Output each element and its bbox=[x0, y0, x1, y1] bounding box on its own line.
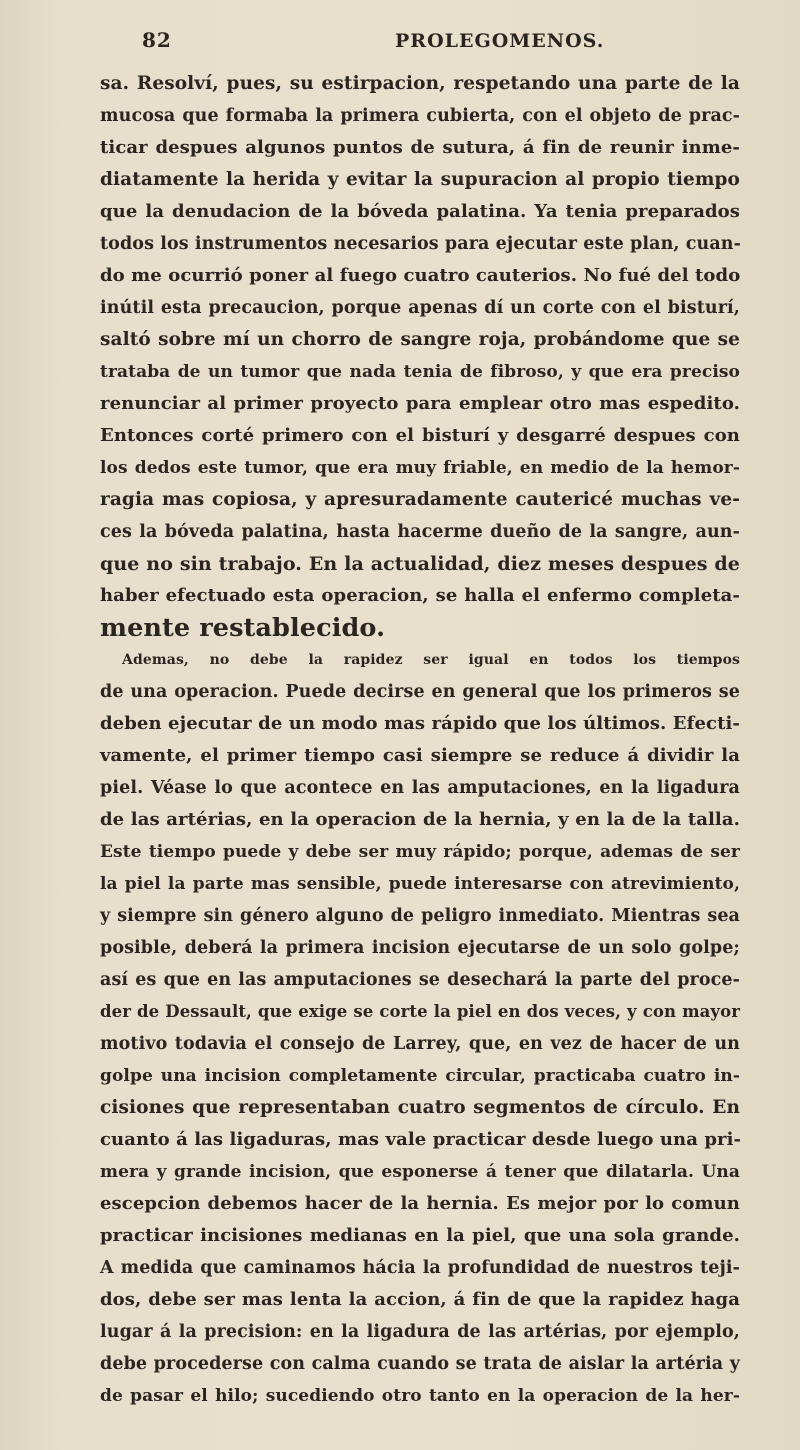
text-line: ragia mas copiosa, y apresuradamente cautericé muchas ve- bbox=[100, 489, 740, 510]
text-line: renunciar al primer proyecto para emplear otro mas espedito. bbox=[100, 393, 740, 414]
text-line: inútil esta precaucion, porque apenas dí un corte con el bisturí, bbox=[100, 298, 740, 318]
text-line: que la denudacion de la bóveda palatina. Ya tenia preparados bbox=[100, 201, 740, 222]
text-line: golpe una incision completamente circular, practicaba cuatro in- bbox=[100, 1066, 740, 1086]
text-line: posible, deberá la primera incision ejecutarse de un solo golpe; bbox=[100, 938, 740, 958]
text-line: mucosa que formaba la primera cubierta, con el objeto de prac- bbox=[100, 106, 740, 126]
text-line: que no sin trabajo. En la actualidad, diez meses despues de bbox=[100, 553, 740, 575]
text-line: sa. Resolví, pues, su estirpacion, respetando una parte de la bbox=[100, 73, 740, 94]
text-line: Entonces corté primero con el bisturí y desgarré despues con bbox=[100, 425, 740, 446]
text-line: cuanto á las ligaduras, mas vale practicar desde luego una pri- bbox=[100, 1129, 742, 1150]
running-head bbox=[0, 14, 800, 54]
text-line: der de Dessault, que exige se corte la piel en dos veces, y con mayor bbox=[100, 1002, 740, 1021]
text-line: motivo todavia el consejo de Larrey, que, en vez de hacer de un bbox=[100, 1034, 740, 1054]
running-title: PROLEGOMENOS. bbox=[395, 30, 605, 52]
text-line: Este tiempo puede y debe ser muy rápido; porque, ademas de ser bbox=[100, 842, 740, 862]
text-line: deben ejecutar de un modo mas rápido que los últimos. Efecti- bbox=[100, 713, 740, 734]
text-line: de pasar el hilo; sucediendo otro tanto en la operacion de la her- bbox=[100, 1386, 740, 1406]
text-line: A medida que caminamos hácia la profundidad de nuestros teji- bbox=[100, 1258, 740, 1278]
text-line: y siempre sin género alguno de peligro inmediato. Mientras sea bbox=[100, 906, 740, 926]
text-line: haber efectuado esta operacion, se halla el enfermo completa- bbox=[100, 585, 740, 606]
text-line: de las artérias, en la operacion de la hernia, y en la de la talla. bbox=[100, 809, 740, 830]
text-line: trataba de un tumor que nada tenia de fibroso, y que era preciso bbox=[100, 362, 740, 382]
page-number: 82 bbox=[142, 28, 172, 52]
text-line: saltó sobre mí un chorro de sangre roja, probándome que se bbox=[100, 329, 740, 350]
text-line: diatamente la herida y evitar la supuracion al propio tiempo bbox=[100, 169, 740, 190]
text-line: debe procederse con calma cuando se trata de aislar la artéria y bbox=[100, 1354, 740, 1374]
text-line: piel. Véase lo que acontece en las amputaciones, en la ligadura bbox=[100, 778, 740, 798]
text-line: de una operacion. Puede decirse en general que los primeros se bbox=[100, 682, 740, 702]
body-text bbox=[100, 68, 740, 1412]
text-line: ces la bóveda palatina, hasta hacerme dueño de la sangre, aun- bbox=[100, 522, 740, 542]
text-line: ticar despues algunos puntos de sutura, á fin de reunir inme- bbox=[100, 137, 740, 158]
text-line: todos los instrumentos necesarios para ejecutar este plan, cuan- bbox=[100, 234, 741, 254]
text-line: practicar incisiones medianas en la piel, que una sola grande. bbox=[100, 1225, 740, 1246]
text-line: mente restablecido. bbox=[100, 613, 386, 643]
text-line: dos, debe ser mas lenta la accion, á fin de que la rapidez haga bbox=[100, 1289, 740, 1310]
text-line: cisiones que representaban cuatro segmentos de círculo. En bbox=[100, 1097, 740, 1118]
text-line: Ademas, no debe la rapidez ser igual en todos los tiempos bbox=[122, 652, 740, 668]
text-line: así es que en las amputaciones se desechará la parte del proce- bbox=[100, 970, 740, 990]
text-line: do me ocurrió poner al fuego cuatro cauterios. No fué del todo bbox=[100, 265, 741, 286]
text-line: vamente, el primer tiempo casi siempre se reduce á dividir la bbox=[100, 745, 740, 766]
text-line: lugar á la precision: en la ligadura de las artérias, por ejemplo, bbox=[100, 1322, 740, 1342]
text-line: escepcion debemos hacer de la hernia. Es mejor por lo comun bbox=[100, 1193, 740, 1214]
text-line: los dedos este tumor, que era muy friable, en medio de la hemor- bbox=[100, 458, 740, 478]
text-line: la piel la parte mas sensible, puede interesarse con atrevimiento, bbox=[100, 874, 740, 894]
text-line: mera y grande incision, que esponerse á tener que dilatarla. Una bbox=[100, 1162, 740, 1182]
